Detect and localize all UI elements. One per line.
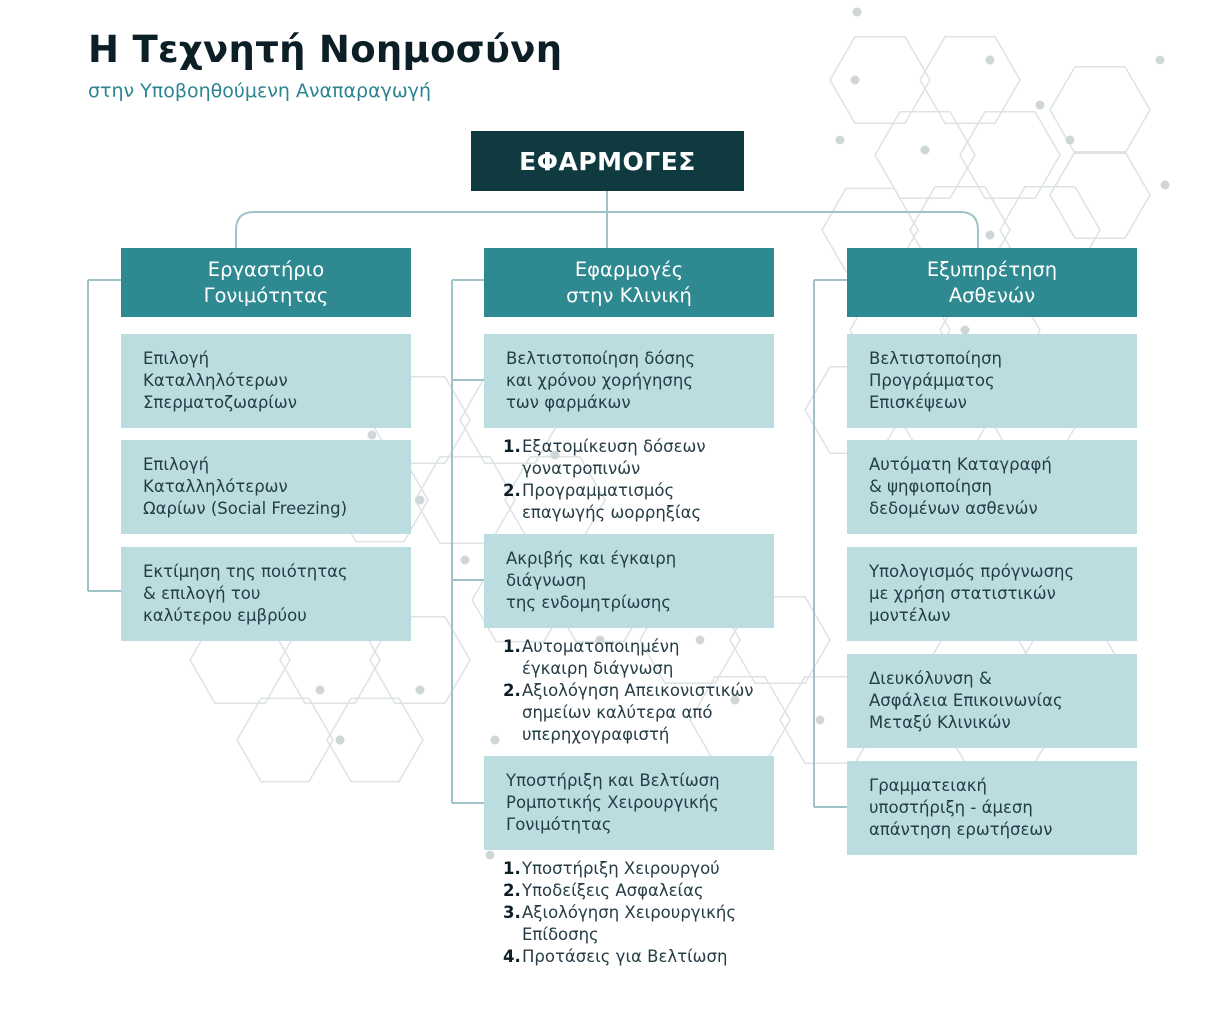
item-line: Μεταξύ Κλινικών [869,713,1011,732]
robotic-surgery-sublist [503,858,736,968]
endometriosis-sublist [503,636,753,746]
item-prognosis-models [847,547,1137,641]
item-line: Γραμματειακή [869,776,987,795]
category-label-line: Εργαστήριο [207,257,325,281]
sublist-item [503,858,736,880]
sublist-item [503,436,706,480]
item-line: Προγράμματος [869,371,995,390]
item-embryo-assessment [121,547,411,641]
item-line: Υποστήριξη και Βελτίωση [506,771,720,790]
item-line: Ρομποτικής Χειρουργικής [506,793,719,812]
item-visit-scheduling [847,334,1137,428]
item-line: Βελτιστοποίηση [869,349,1002,368]
item-line: απάντηση ερωτήσεων [869,820,1053,839]
item-line: Ωαρίων (Social Freezing) [143,499,348,518]
item-line: Υπολογισμός πρόγνωσης [869,562,1075,581]
sublist-number: 1. [503,637,521,656]
sublist-number: 1. [503,437,521,456]
item-line: & ψηφιοποίηση [869,477,993,496]
sublist-item [503,946,736,968]
sublist-line: σημείων καλύτερα από [522,703,713,722]
item-endometriosis-diagnosis [484,534,774,628]
page-subtitle: στην Υποβοηθούμενη Αναπαραγωγή [88,80,432,102]
sublist-line: Υποστήριξη Χειρουργού [522,859,720,878]
sublist-line: επαγωγής ωορρηξίας [522,503,702,522]
item-line: Επιλογή [143,349,210,368]
category-patient-service [847,248,1137,317]
item-line: των φαρμάκων [506,393,631,412]
sublist-item [503,680,753,746]
item-line: Διευκόλυνση & [869,669,992,688]
page-title: Η Τεχνητή Νοημοσύνη [88,28,563,71]
item-patient-data-digitization [847,440,1137,534]
item-line: Αυτόματη Καταγραφή [869,455,1052,474]
sublist-line: Αξιολόγηση Απεικονιστικών [522,681,754,700]
sublist-item [503,480,706,524]
sublist-number: 3. [503,903,521,922]
sublist-item [503,902,736,946]
sublist-item [503,880,736,902]
item-dose-optimization [484,334,774,428]
sublist-number: 4. [503,947,521,966]
sublist-number: 2. [503,681,521,700]
category-fertility-lab [121,248,411,317]
item-line: μοντέλων [869,606,951,625]
item-line: Ακριβής και έγκαιρη [506,549,677,568]
item-line: Επιλογή [143,455,210,474]
sublist-line: Αξιολόγηση Χειρουργικής [522,903,737,922]
sublist-line: Αυτοματοποιημένη [522,637,680,656]
category-clinical-applications [484,248,774,317]
sublist-line: Επίδοσης [522,925,599,944]
sublist-line: Εξατομίκευση δόσεων [522,437,706,456]
category-label-line: Εφαρμογές [574,257,684,281]
item-sperm-selection [121,334,411,428]
sublist-line: Προγραμματισμός [522,481,675,500]
item-line: Βελτιστοποίηση δόσης [506,349,696,368]
item-line: της ενδομητρίωσης [506,593,672,612]
sublist-line: γονατροπινών [522,459,641,478]
item-line: Ασφάλεια Επικοινωνίας [869,691,1063,710]
sublist-item [503,636,753,680]
item-line: Γονιμότητας [506,815,612,834]
sublist-line: Προτάσεις για Βελτίωση [522,947,728,966]
category-label-line: στην Κλινική [566,283,692,307]
sublist-line: έγκαιρη διάγνωση [522,659,674,678]
sublist-number: 2. [503,881,521,900]
item-line: Σπερματοζωαρίων [143,393,297,412]
category-label-line: Εξυπηρέτηση [926,257,1058,281]
item-line: και χρόνου χορήγησης [506,371,694,390]
item-line: καλύτερου εμβρύου [143,606,307,625]
item-clinic-communication [847,654,1137,748]
item-line: & επιλογή του [143,584,261,603]
item-line: Εκτίμηση της ποιότητας [143,562,348,581]
item-line: υποστήριξη - άμεση [869,798,1033,817]
item-line: με χρήση στατιστικών [869,584,1056,603]
sublist-line: Υποδείξεις Ασφαλείας [522,881,704,900]
sublist-number: 2. [503,481,521,500]
item-line: διάγνωση [506,571,587,590]
category-label-line: Γονιμότητας [203,283,329,307]
root-node-applications: ΕΦΑΡΜΟΓΕΣ [471,131,744,191]
item-line: Καταλληλότερων [143,371,288,390]
item-line: Καταλληλότερων [143,477,288,496]
sublist-number: 1. [503,859,521,878]
dose-optimization-sublist [503,436,706,524]
item-robotic-surgery [484,756,774,850]
item-secretarial-support [847,761,1137,855]
item-line: δεδομένων ασθενών [869,499,1038,518]
category-label-line: Ασθενών [948,283,1036,307]
item-oocyte-selection [121,440,411,534]
sublist-line: υπερηχογραφιστή [522,725,670,744]
item-line: Επισκέψεων [869,393,967,412]
